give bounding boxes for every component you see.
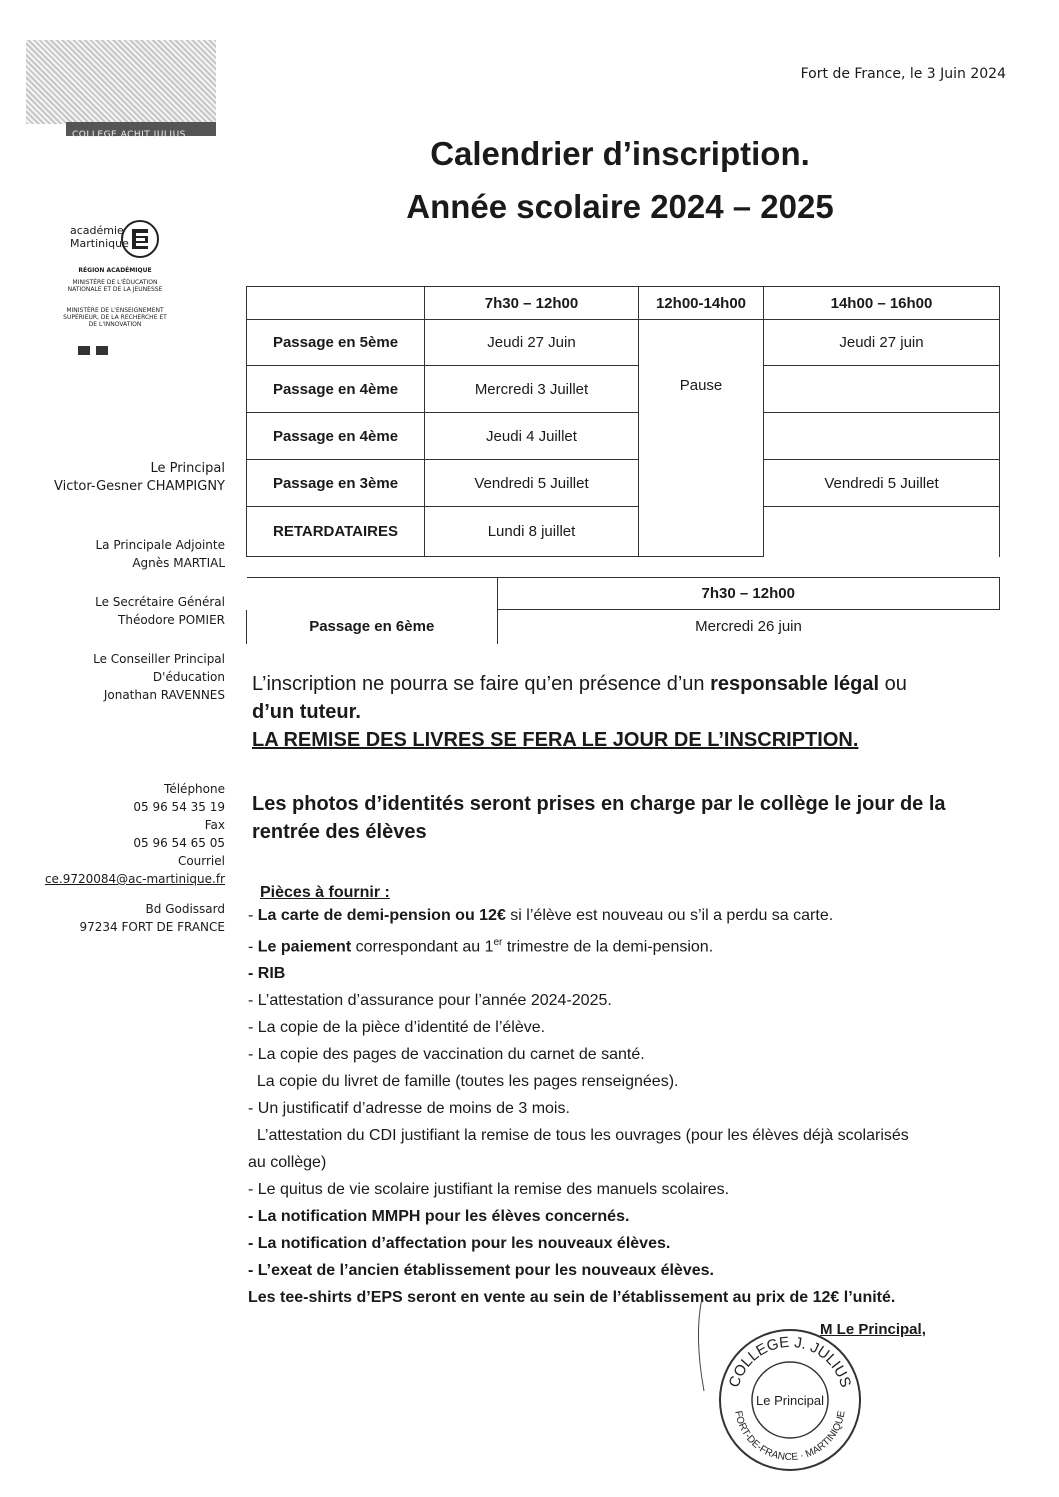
tee-shirt-notice: Les tee-shirts d’EPS seront en vente au sein de l’établissement au prix de 12€ l’unité. <box>248 1289 896 1307</box>
table-row <box>247 460 1000 507</box>
presence-text-end: ou <box>879 673 907 695</box>
sidebar-cpe <box>93 650 225 704</box>
school-banner-image <box>26 40 216 140</box>
list-item: - La copie des pages de vaccination du carnet de santé. <box>248 1046 645 1064</box>
list-item <box>248 902 909 929</box>
table-row <box>247 366 1000 413</box>
sidebar-secretaire <box>95 593 225 629</box>
logo-martinique-text: Martinique <box>70 237 129 250</box>
photos-line1: Les photos d’identités seront prises en charge par le collège le jour de la <box>252 793 946 815</box>
table2-header-empty <box>247 578 498 610</box>
list-item: - Un justificatif d’adresse de moins de 3 mois. <box>248 1100 570 1118</box>
fax-label: Fax <box>204 818 225 832</box>
list-item-continuation: au collège) <box>248 1154 327 1172</box>
logo-region-text: RÉGION ACADÉMIQUE <box>78 267 152 274</box>
email-link[interactable]: ce.9720084@ac-martinique.fr <box>44 872 225 886</box>
table-header-afternoon: 14h00 – 16h00 <box>764 287 1000 320</box>
row-level: RETARDATAIRES <box>247 507 425 557</box>
table2-level: Passage en 6ème <box>247 610 498 644</box>
bullet: - <box>248 907 258 924</box>
table2-header-row <box>247 578 1000 610</box>
item-sup: er <box>493 937 503 948</box>
list-item: L’attestation du CDI justifiant la remise de tous les ouvrages (pour les élèves déjà scolarisés <box>248 1127 909 1145</box>
row-afternoon <box>764 366 1000 413</box>
secretaire-title: Le Secrétaire Général <box>95 595 225 609</box>
date-line: Fort de France, le 3 Juin 2024 <box>800 66 1006 82</box>
signature-stroke <box>690 1296 730 1396</box>
address-line2: 97234 FORT DE FRANCE <box>79 920 225 934</box>
row-morning: Jeudi 4 Juillet <box>425 413 639 460</box>
list-item <box>248 929 909 960</box>
photos-line2: rentrée des élèves <box>252 821 427 843</box>
row-morning: Jeudi 27 Juin <box>425 320 639 366</box>
tel-number: 05 96 54 35 19 <box>133 800 225 814</box>
sidebar-adjointe <box>95 536 225 572</box>
logo-ministere1-text: MINISTÈRE DE L'ÉDUCATION NATIONALE ET DE LA JEUNESSE <box>67 279 163 293</box>
row-morning: Vendredi 5 Juillet <box>425 460 639 507</box>
secretaire-name: Théodore POMIER <box>118 613 225 627</box>
school-stamp <box>715 1325 865 1475</box>
adjointe-title: La Principale Adjointe <box>95 538 225 552</box>
stamp-bottom-text: FORT-DE-FRANCE · MARTINIQUE <box>732 1409 848 1464</box>
sidebar-principal <box>54 460 225 496</box>
table2-date: Mercredi 26 juin <box>497 610 1000 644</box>
row-morning: Lundi 8 juillet <box>425 507 639 557</box>
table2-header-morning: 7h30 – 12h00 <box>497 578 1000 610</box>
address-line1: Bd Godissard <box>145 902 225 916</box>
photos-notice <box>252 790 946 846</box>
list-item: - La notification d’affectation pour les nouveaux élèves. <box>248 1235 671 1253</box>
list-item: La copie du livret de famille (toutes les pages renseignées). <box>248 1073 679 1091</box>
list-item: - La notification MMPH pour les élèves concernés. <box>248 1208 630 1226</box>
table-row <box>247 610 1000 644</box>
books-notice: LA REMISE DES LIVRES SE FERA LE JOUR DE L’INSCRIPTION. <box>252 729 859 751</box>
list-item: - L’attestation d’assurance pour l’année 2024-2025. <box>248 992 612 1010</box>
row-morning: Mercredi 3 Juillet <box>425 366 639 413</box>
fax-number: 05 96 54 65 05 <box>133 836 225 850</box>
page-title: Calendrier d’inscription. <box>430 135 810 172</box>
cpe-name: Jonathan RAVENNES <box>103 688 225 702</box>
item-text-end: trimestre de la demi-pension. <box>502 938 714 956</box>
row-afternoon <box>764 507 1000 557</box>
principal-name: Victor-Gesner CHAMPIGNY <box>53 479 225 494</box>
row-level: Passage en 3ème <box>247 460 425 507</box>
row-level: Passage en 5ème <box>247 320 425 366</box>
item-bold: Le paiement <box>257 938 352 956</box>
table-header-empty <box>247 287 425 320</box>
pieces-heading: Pièces à fournir : <box>260 884 390 901</box>
schedule-table <box>246 286 1000 557</box>
academie-martinique-logo <box>60 215 180 360</box>
table-header-midday: 12h00-14h00 <box>639 287 764 320</box>
stamp-center-text: Le Principal <box>756 1393 824 1408</box>
small-emblem-icon <box>78 345 118 357</box>
adjointe-name: Agnès MARTIAL <box>132 556 225 570</box>
sidebar-contact <box>45 780 225 936</box>
presence-text: L’inscription ne pourra se faire qu’en présence d’un <box>252 673 711 695</box>
list-item: - L’exeat de l’ancien établissement pour les nouveaux élèves. <box>248 1262 714 1280</box>
tel-label: Téléphone <box>164 782 225 796</box>
row-afternoon <box>764 413 1000 460</box>
presence-tuteur: d’un tuteur. <box>252 701 361 723</box>
signature-label: M Le Principal, <box>820 1321 926 1338</box>
principal-title: Le Principal <box>150 461 225 476</box>
item-text: si l’élève est nouveau ou s’il a perdu sa carte. <box>505 907 834 924</box>
row-level: Passage en 4ème <box>247 413 425 460</box>
logo-academie-text: académie <box>70 224 124 237</box>
table-header-row <box>247 287 1000 320</box>
pause-cell <box>639 320 764 557</box>
list-item: - La copie de la pièce d’identité de l’élève. <box>248 1019 546 1037</box>
cpe-title2: D'éducation <box>152 670 225 684</box>
cpe-title1: Le Conseiller Principal <box>93 652 225 666</box>
bullet: - <box>248 938 258 956</box>
item-bold: La carte de demi-pension ou 12€ <box>257 907 506 924</box>
row-afternoon: Jeudi 27 juin <box>764 320 1000 366</box>
page-subtitle: Année scolaire 2024 – 2025 <box>406 188 834 225</box>
marianne-e-icon <box>120 219 160 259</box>
presence-notice <box>252 670 907 754</box>
table-row <box>247 320 1000 366</box>
logo-ministere2-text: MINISTÈRE DE L'ENSEIGNEMENT SUPÉRIEUR, DE LA RECHERCHE ET DE L'INNOVATION <box>63 307 167 328</box>
stamp-top-text: COLLEGE J. JULIUS <box>725 1333 855 1390</box>
school-banner-text: COLLEGE ACHIT JULIUS <box>72 130 186 140</box>
table-row <box>247 413 1000 460</box>
item-text: correspondant au 1 <box>351 938 494 956</box>
table-row <box>247 507 1000 557</box>
pieces-list <box>248 884 909 1311</box>
list-item: - RIB <box>248 965 286 983</box>
pause-label: Pause <box>679 376 723 394</box>
list-item: - Le quitus de vie scolaire justifiant la remise des manuels scolaires. <box>248 1181 730 1199</box>
row-afternoon: Vendredi 5 Juillet <box>764 460 1000 507</box>
presence-bold: responsable légal <box>710 673 880 695</box>
table-header-morning: 7h30 – 12h00 <box>425 287 639 320</box>
schedule-table-6eme <box>246 577 1000 644</box>
row-level: Passage en 4ème <box>247 366 425 413</box>
email-label: Courriel <box>177 854 225 868</box>
